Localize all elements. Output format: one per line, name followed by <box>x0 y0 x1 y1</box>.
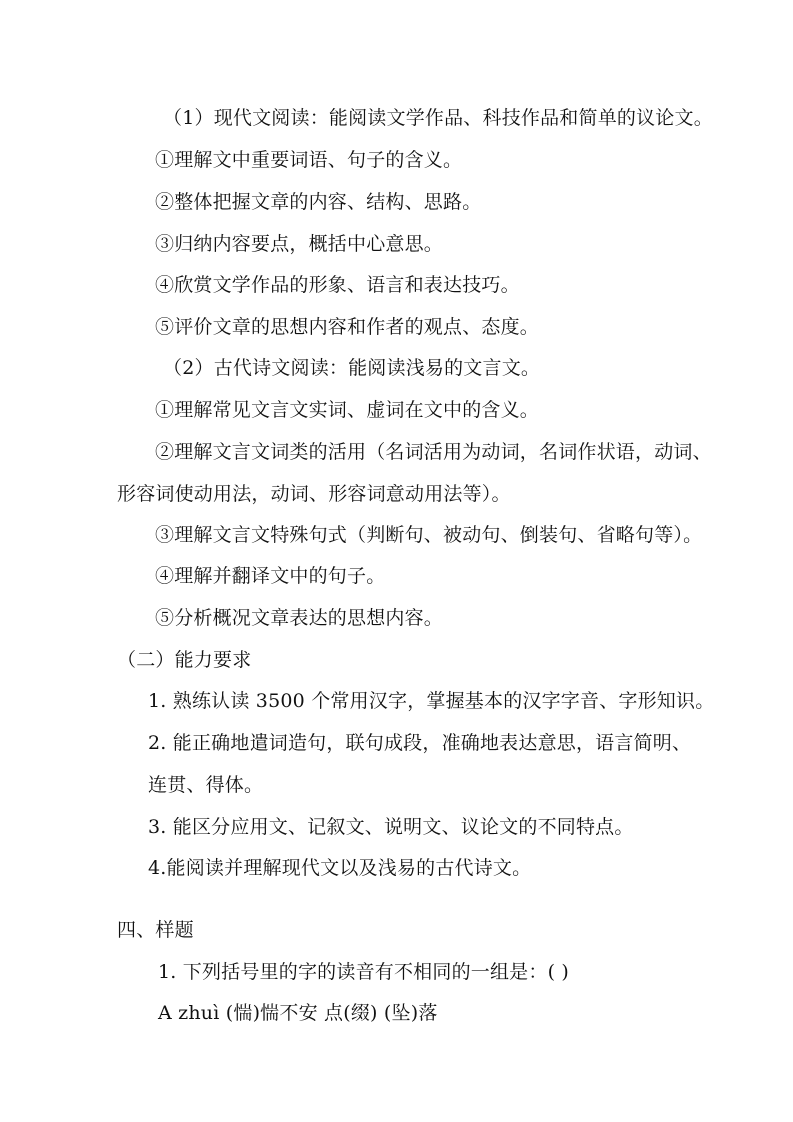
ability-item-4: 4.能阅读并理解现代文以及浅易的古代诗文。 <box>148 857 532 879</box>
classical-item-5: ⑤分析概况文章表达的思想内容。 <box>155 607 444 629</box>
sample-question-1: 1. 下列括号里的字的读音有不相同的一组是：( ) <box>158 961 570 983</box>
modern-item-2: ②整体把握文章的内容、结构、思路。 <box>155 191 482 213</box>
classical-item-4: ④理解并翻译文中的句子。 <box>155 565 386 587</box>
modern-item-1: ①理解文中重要词语、句子的含义。 <box>155 149 463 171</box>
modern-item-4: ④欣赏文学作品的形象、语言和表达技巧。 <box>155 274 520 296</box>
classical-item-2-line-1: ②理解文言文词类的活用（名词活用为动词，名词作状语，动词、 <box>155 441 712 463</box>
reading-classical-heading: （2）古代诗文阅读：能阅读浅易的文言文。 <box>163 357 541 379</box>
sample-option-a: A zhuì (惴)惴不安 点(缀) (坠)落 <box>158 1002 438 1024</box>
classical-item-3: ③理解文言文特殊句式（判断句、被动句、倒装句、省略句等）。 <box>155 524 703 546</box>
ability-item-1: 1. 熟练认读 3500 个常用汉字，掌握基本的汉字字音、字形知识。 <box>148 690 715 712</box>
modern-item-5: ⑤评价文章的思想内容和作者的观点、态度。 <box>155 316 540 338</box>
ability-item-2-line-1: 2. 能正确地遣词造句，联句成段，准确地表达意思，语言简明、 <box>148 732 692 754</box>
classical-item-2-line-2: 形容词使动用法，动词、形容词意动用法等）。 <box>117 483 511 505</box>
ability-heading: （二）能力要求 <box>117 649 252 671</box>
ability-item-2-line-2: 连贯、得体。 <box>148 774 264 796</box>
classical-item-1: ①理解常见文言文实词、虚词在文中的含义。 <box>155 399 540 421</box>
sample-heading: 四、样题 <box>117 919 194 941</box>
ability-item-3: 3. 能区分应用文、记叙文、说明文、议论文的不同特点。 <box>148 816 634 838</box>
reading-modern-heading: （1）现代文阅读：能阅读文学作品、科技作品和简单的议论文。 <box>163 107 713 129</box>
modern-item-3: ③归纳内容要点，概括中心意思。 <box>155 233 444 255</box>
